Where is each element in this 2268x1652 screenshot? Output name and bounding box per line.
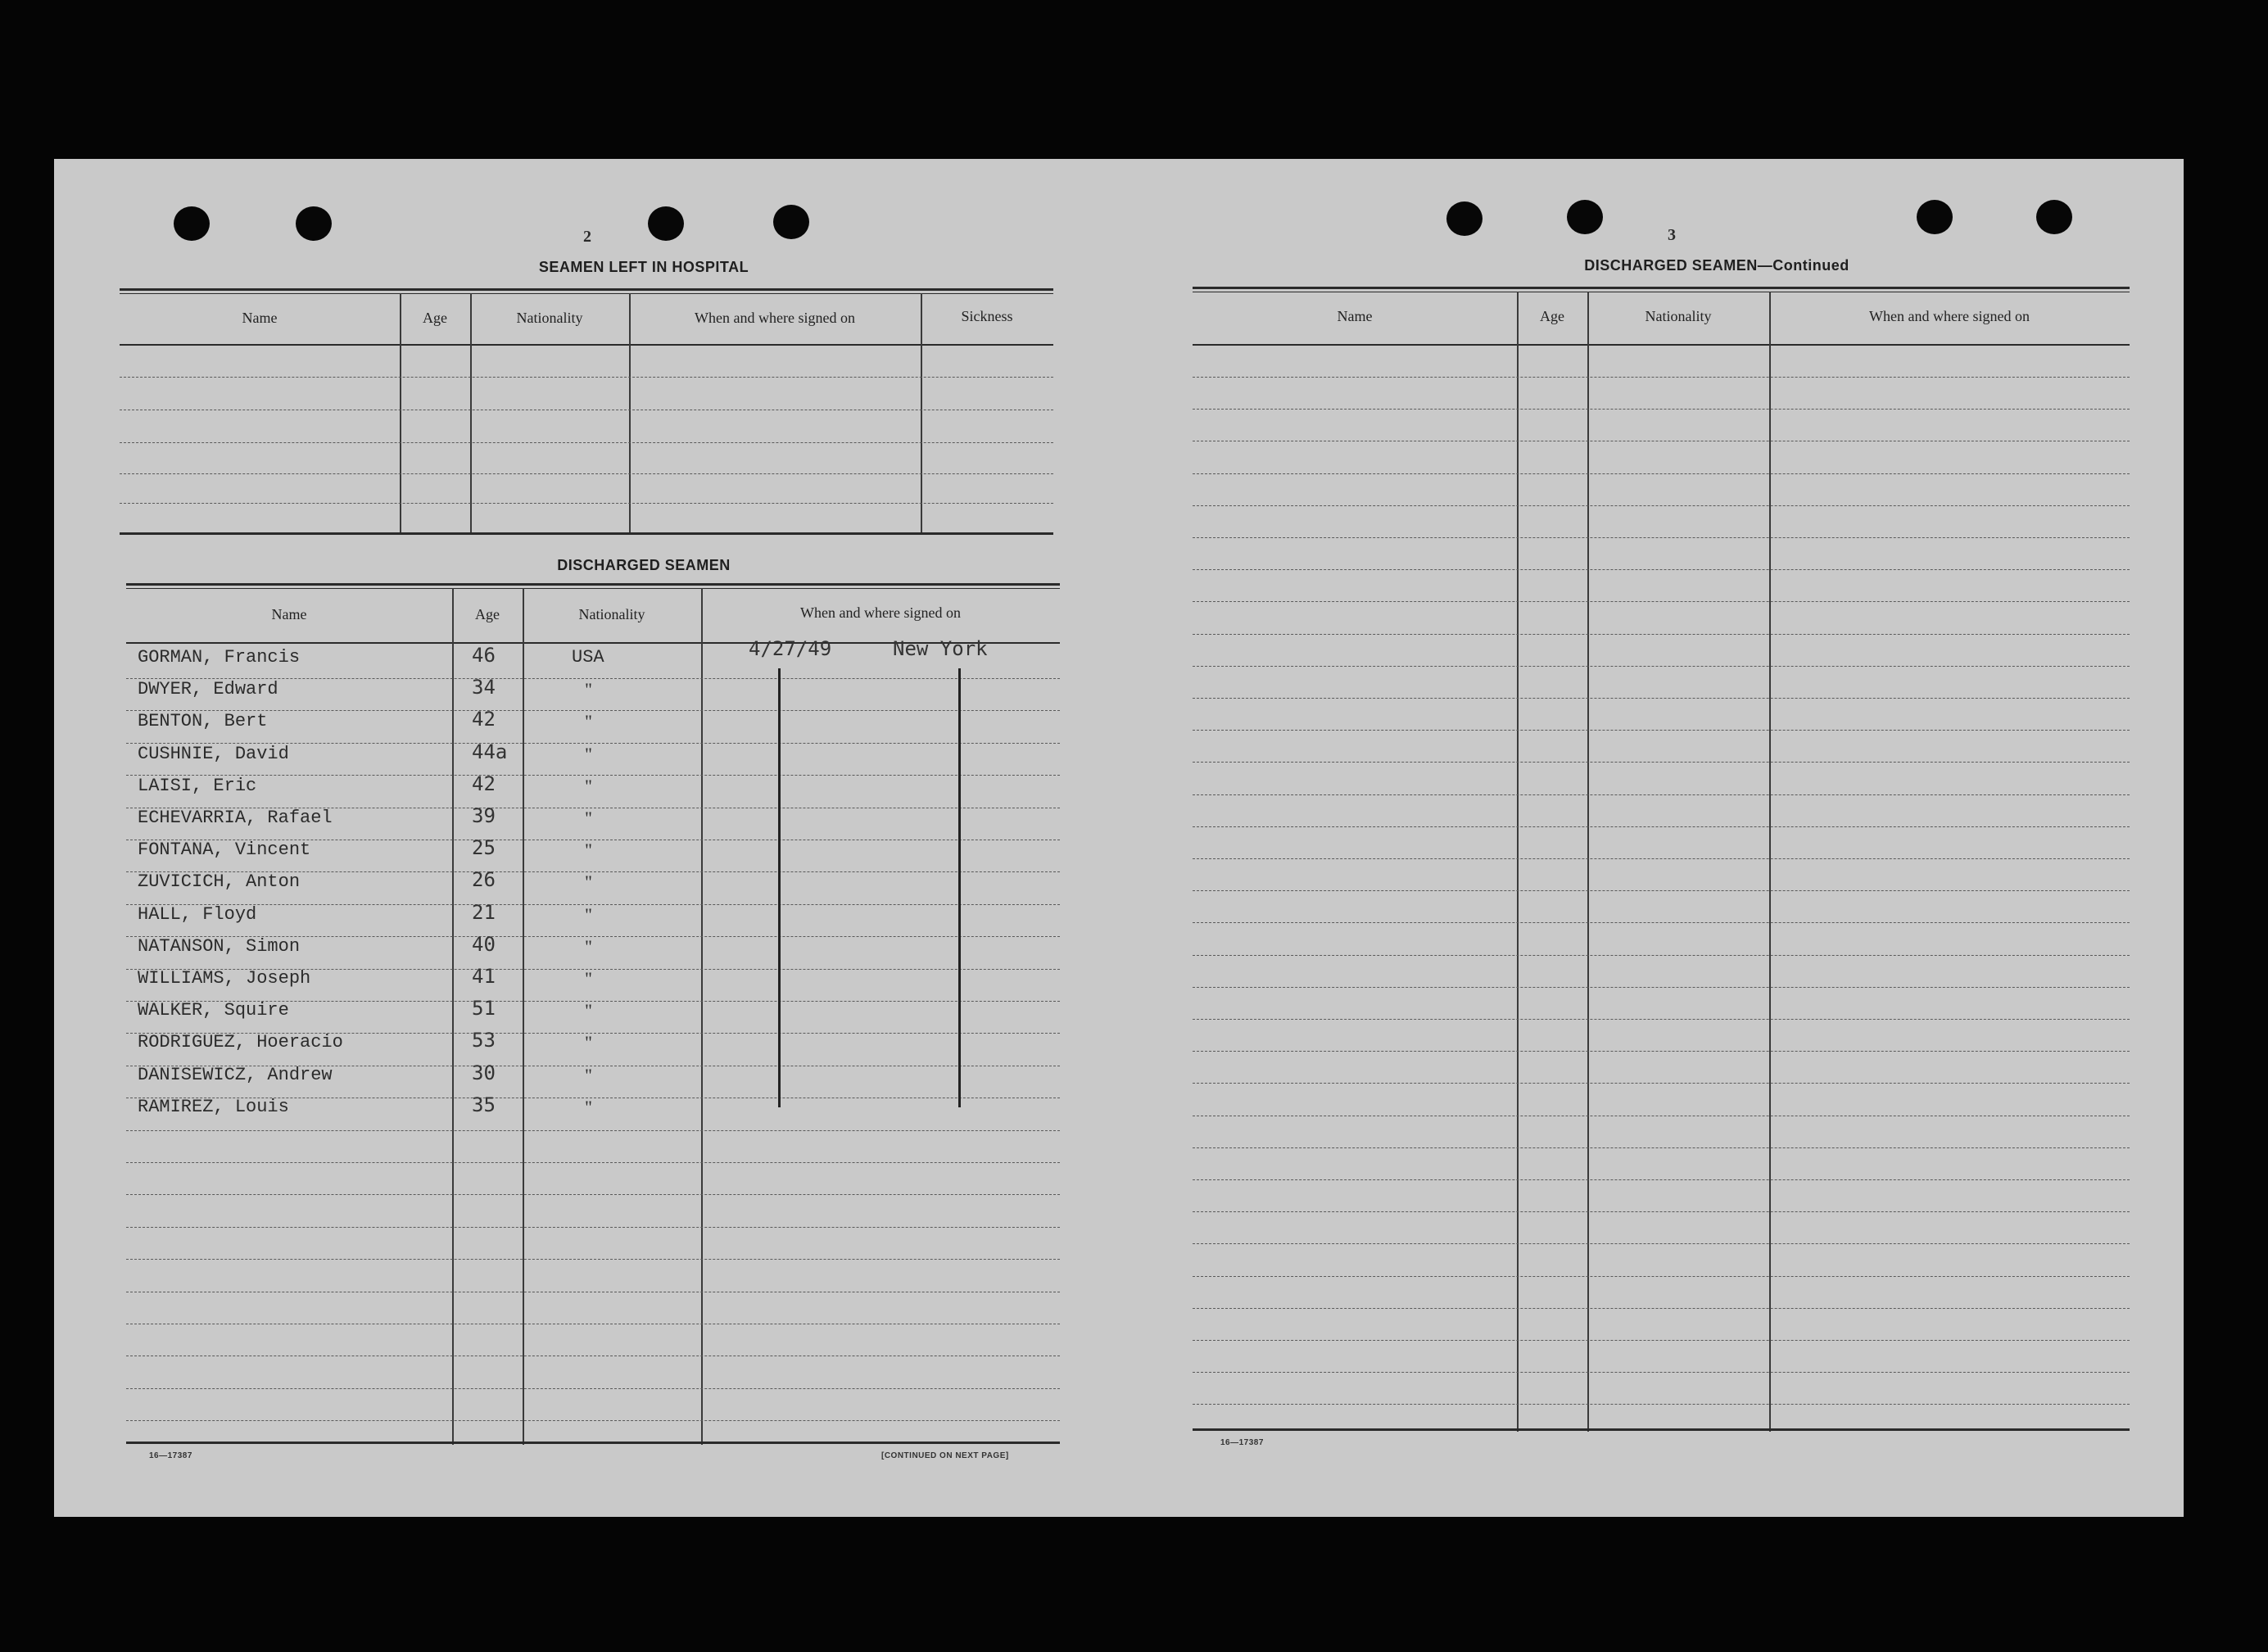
binder-hole — [296, 206, 332, 241]
seaman-nationality: " — [585, 871, 592, 892]
discharged-section-title: DISCHARGED SEAMEN — [557, 557, 731, 573]
continued-header-nationality: Nationality — [1645, 308, 1712, 324]
hospital-header-name: Name — [242, 310, 278, 326]
hospital-header-signed-on: When and where signed on — [695, 310, 855, 326]
seaman-name: ZUVICICH, Anton — [138, 871, 301, 892]
hospital-header-nationality: Nationality — [516, 310, 583, 326]
seaman-age: 53 — [472, 1029, 496, 1052]
binder-hole — [648, 206, 684, 241]
hospital-section-title: SEAMEN LEFT IN HOSPITAL — [538, 259, 749, 275]
discharged-header-signed-on: When and where signed on — [800, 604, 961, 621]
seaman-nationality: " — [585, 808, 592, 828]
signed-on-date: 4/27/49 — [749, 637, 832, 660]
seaman-age: 51 — [472, 997, 496, 1020]
seaman-name: RAMIREZ, Louis — [138, 1097, 289, 1117]
seaman-name: ECHEVARRIA, Rafael — [138, 808, 333, 828]
seaman-age: 42 — [472, 708, 496, 731]
seaman-nationality: " — [585, 711, 592, 731]
seaman-nationality: " — [585, 679, 592, 699]
seaman-nationality: " — [585, 968, 592, 989]
continued-header-name: Name — [1337, 308, 1373, 324]
seaman-age: 46 — [472, 644, 496, 667]
seaman-name: WILLIAMS, Joseph — [138, 968, 311, 989]
binder-hole — [1446, 201, 1483, 236]
seaman-nationality: " — [585, 1000, 592, 1021]
seaman-age: 42 — [472, 772, 496, 795]
seaman-name: FONTANA, Vincent — [138, 840, 311, 860]
seaman-name: GORMAN, Francis — [138, 647, 301, 668]
seaman-age: 21 — [472, 901, 496, 924]
seaman-nationality: " — [585, 1097, 592, 1117]
binder-hole — [1567, 200, 1603, 234]
continued-note: [CONTINUED ON NEXT PAGE] — [881, 1451, 1009, 1460]
ditto-line-date — [778, 668, 781, 1107]
discharged-header-name: Name — [271, 606, 307, 622]
seaman-name: RODRIGUEZ, Hoeracio — [138, 1032, 343, 1052]
seaman-age: 41 — [472, 965, 496, 988]
seaman-name: DWYER, Edward — [138, 679, 278, 699]
seaman-nationality: " — [585, 1065, 592, 1085]
continued-header-age: Age — [1540, 308, 1564, 324]
seaman-nationality: " — [585, 776, 592, 796]
discharged-header-nationality: Nationality — [578, 606, 645, 622]
seaman-nationality: " — [585, 904, 592, 925]
seaman-name: DANISEWICZ, Andrew — [138, 1065, 333, 1085]
seaman-nationality: " — [585, 744, 592, 764]
seaman-nationality: " — [585, 840, 592, 860]
seaman-age: 26 — [472, 868, 496, 891]
seaman-age: 30 — [472, 1061, 496, 1084]
seaman-name: LAISI, Eric — [138, 776, 257, 796]
seaman-age: 40 — [472, 933, 496, 956]
seaman-age: 34 — [472, 676, 496, 699]
ditto-line-place — [958, 668, 961, 1107]
right-form-number: 16—17387 — [1220, 1438, 1264, 1447]
seaman-age: 25 — [472, 836, 496, 859]
binder-hole — [1917, 200, 1953, 234]
seaman-nationality: " — [585, 936, 592, 957]
signed-on-place: New York — [893, 637, 988, 660]
seaman-age: 35 — [472, 1093, 496, 1116]
binder-hole — [2036, 200, 2072, 234]
binder-hole — [174, 206, 210, 241]
left-page-number: 2 — [583, 228, 591, 246]
seaman-age: 39 — [472, 804, 496, 827]
seaman-nationality: " — [585, 1032, 592, 1052]
hospital-table — [120, 288, 1053, 534]
ledger-sheet — [54, 159, 2184, 1517]
seaman-nationality: USA — [572, 647, 604, 668]
continued-table — [1193, 287, 2130, 1432]
right-section-title: DISCHARGED SEAMEN—Continued — [1584, 257, 1849, 274]
right-page-number: 3 — [1668, 226, 1676, 244]
seaman-name: BENTON, Bert — [138, 711, 268, 731]
seaman-age: 44a — [472, 740, 508, 763]
hospital-header-sickness: Sickness — [961, 308, 1013, 324]
seaman-name: CUSHNIE, David — [138, 744, 289, 764]
discharged-header-age: Age — [475, 606, 500, 622]
continued-header-signed-on: When and where signed on — [1869, 308, 2030, 324]
seaman-name: NATANSON, Simon — [138, 936, 301, 957]
seaman-name: HALL, Floyd — [138, 904, 257, 925]
left-form-number: 16—17387 — [149, 1451, 192, 1460]
seaman-name: WALKER, Squire — [138, 1000, 289, 1021]
binder-hole — [773, 205, 809, 239]
hospital-header-age: Age — [423, 310, 447, 326]
